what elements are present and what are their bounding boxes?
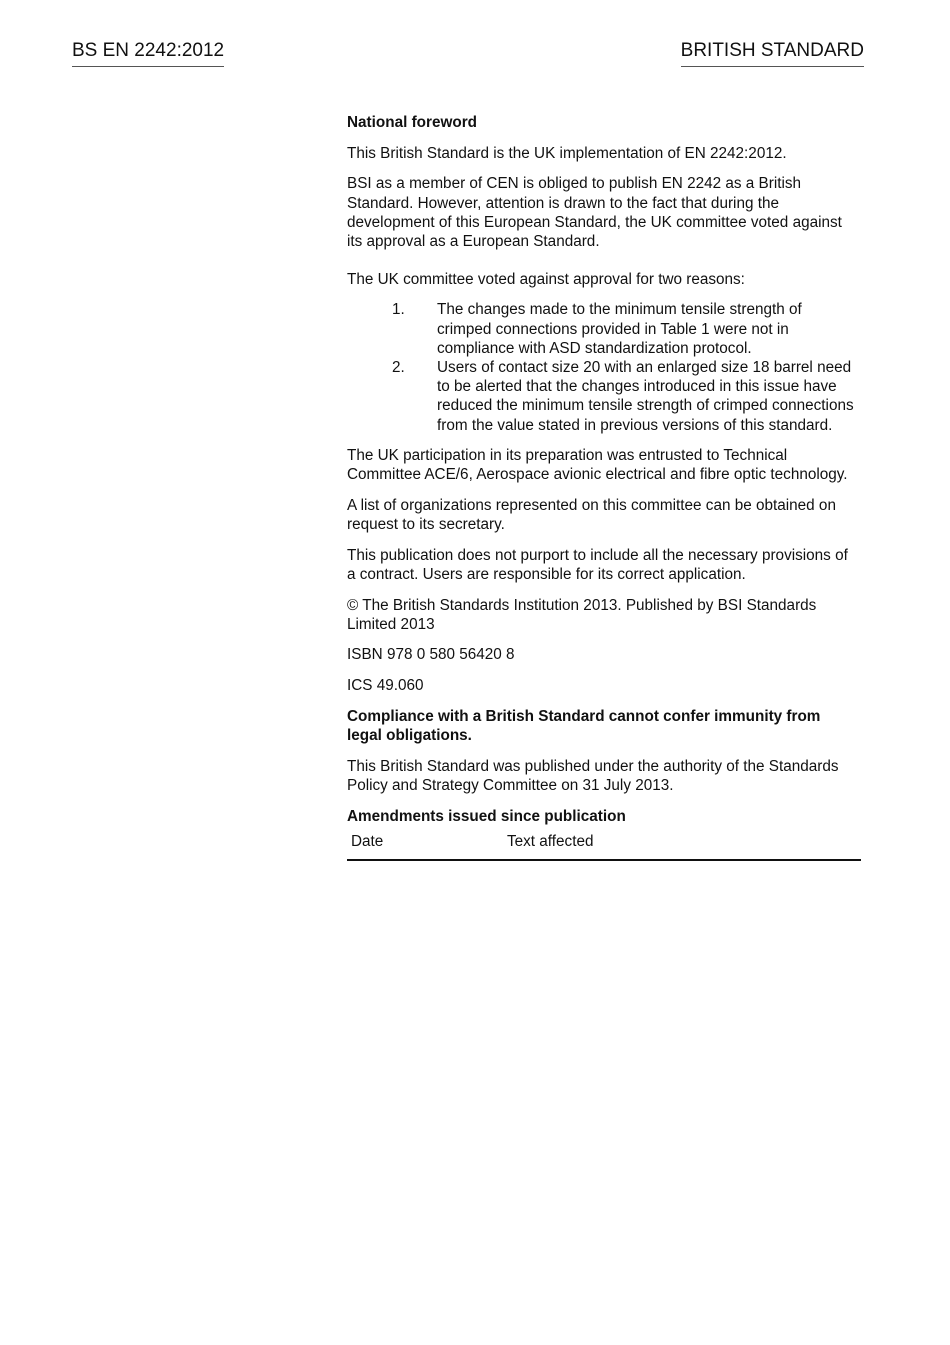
cen-obligation-paragraph: BSI as a member of CEN is obliged to publish EN 2242 as a British Standard. However, attention is drawn to the fact that during the development of this European Standard, the UK committee voted against its approval as a European Standard. — [347, 175, 842, 251]
standard-type-header: BRITISH STANDARD — [681, 40, 864, 67]
list-item-number: 1. — [392, 301, 405, 319]
list-item-text: Users of contact size 20 with an enlarged size 18 barrel need to be alerted that the changes introduced in this issue have reduced the minimum tensile strength of crimped connections from the value stated in previous versions of this standard. — [437, 359, 854, 434]
contract-paragraph: This publication does not purport to include all the necessary provisions of a contract. Users are responsible for its correct application. — [347, 546, 848, 583]
committee-paragraph: The UK participation in its preparation was entrusted to Technical Committee ACE/6, Aerospace avionic electrical and fibre optic technology. — [347, 446, 848, 484]
compliance-statement: Compliance with a British Standard cannot confer immunity from legal obligations. — [347, 707, 821, 745]
list-item — [347, 300, 857, 358]
isbn: ISBN 978 0 580 56420 8 — [347, 646, 515, 664]
implementation-paragraph: This British Standard is the UK implementation of EN 2242:2012. — [347, 144, 787, 162]
national-foreword — [347, 113, 857, 861]
date-column-header: Date — [347, 832, 503, 860]
publication-authority: This British Standard was published under the authority of the Standards Policy and Strategy Committee on 31 July 2013. — [347, 757, 839, 794]
amendments-title: Amendments issued since publication — [347, 807, 626, 825]
organizations-paragraph: A list of organizations represented on this committee can be obtained on request to its secretary. — [347, 496, 836, 533]
document-id-header: BS EN 2242:2012 — [72, 40, 224, 67]
reasons-intro: The UK committee voted against approval for two reasons: — [347, 270, 745, 288]
list-item-number: 2. — [392, 359, 405, 377]
copyright-notice: © The British Standards Institution 2013. Published by BSI Standards Limited 2013 — [347, 596, 817, 633]
text-affected-column-header: Text affected — [503, 832, 861, 860]
ics-code: ICS 49.060 — [347, 677, 424, 695]
list-item-text: The changes made to the minimum tensile strength of crimped connections provided in Table 1 were not in compliance with ASD standardization protocol. — [437, 301, 802, 357]
table-header-row — [347, 832, 861, 860]
list-item — [347, 358, 857, 435]
amendments-table — [347, 832, 861, 861]
reasons-list — [347, 300, 857, 434]
foreword-title: National foreword — [347, 114, 478, 131]
